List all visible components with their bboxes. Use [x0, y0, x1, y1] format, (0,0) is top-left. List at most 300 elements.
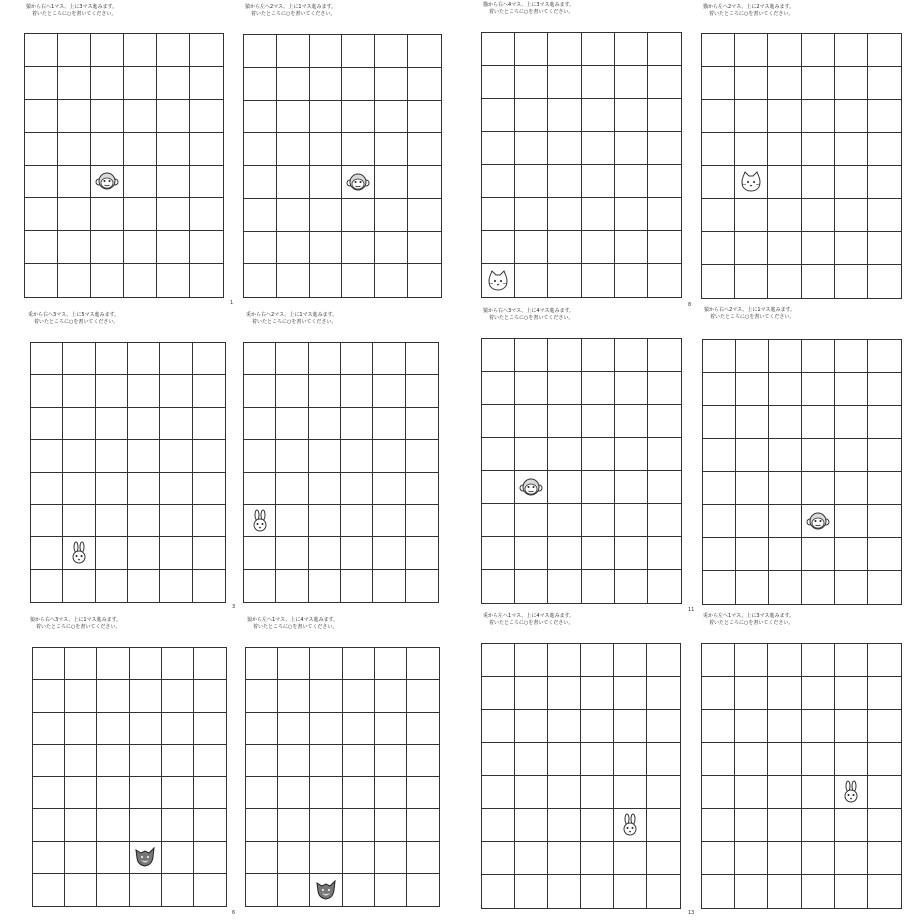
grid-cell[interactable]: [97, 874, 129, 906]
grid-cell[interactable]: [582, 438, 615, 471]
grid-cell[interactable]: [91, 264, 124, 297]
grid-cell[interactable]: [648, 504, 681, 537]
grid-cell[interactable]: [769, 571, 802, 604]
grid-cell[interactable]: [157, 231, 190, 264]
grid-cell[interactable]: [868, 743, 901, 776]
grid-cell[interactable]: [33, 809, 65, 841]
grid-cell[interactable]: [515, 99, 548, 132]
grid-cell[interactable]: [63, 375, 95, 407]
grid-cell[interactable]: [735, 644, 768, 677]
grid-cell[interactable]: [835, 710, 868, 743]
grid-cell[interactable]: [162, 713, 194, 745]
grid-cell[interactable]: [835, 133, 868, 166]
grid-cell[interactable]: [768, 776, 801, 809]
grid-cell[interactable]: [768, 34, 801, 67]
grid-cell[interactable]: [63, 343, 95, 375]
grid-cell[interactable]: [276, 570, 308, 602]
grid-cell[interactable]: [31, 343, 63, 375]
grid-cell[interactable]: [802, 166, 835, 199]
grid-cell[interactable]: [341, 408, 373, 440]
grid-cell[interactable]: [343, 713, 375, 745]
grid-cell[interactable]: [835, 340, 868, 373]
grid-cell[interactable]: [375, 232, 408, 265]
grid-cell[interactable]: [25, 67, 58, 100]
grid-cell[interactable]: [802, 842, 835, 875]
grid-cell[interactable]: [702, 743, 735, 776]
grid-cell[interactable]: [408, 166, 441, 199]
grid-cell[interactable]: [868, 677, 901, 710]
grid-cell[interactable]: [91, 231, 124, 264]
grid-cell[interactable]: [515, 776, 548, 809]
grid-cell[interactable]: [408, 199, 441, 232]
grid-cell[interactable]: [278, 713, 310, 745]
grid-cell[interactable]: [190, 133, 223, 166]
grid-cell[interactable]: [648, 339, 681, 372]
grid-cell[interactable]: [190, 198, 223, 231]
grid-cell[interactable]: [342, 133, 375, 166]
grid-cell[interactable]: [341, 343, 373, 375]
grid-cell[interactable]: [190, 34, 223, 67]
grid-cell[interactable]: [407, 713, 439, 745]
grid-cell[interactable]: [375, 713, 407, 745]
grid-cell[interactable]: [193, 375, 225, 407]
grid-cell[interactable]: [768, 67, 801, 100]
grid-cell[interactable]: [277, 133, 310, 166]
grid-cell[interactable]: [244, 68, 277, 101]
grid-cell[interactable]: [868, 373, 901, 406]
grid-cell[interactable]: [96, 537, 128, 569]
grid-cell[interactable]: [244, 101, 277, 134]
grid-cell[interactable]: [278, 680, 310, 712]
grid-cell[interactable]: [648, 438, 681, 471]
grid-cell[interactable]: [375, 199, 408, 232]
grid-cell[interactable]: [769, 472, 802, 505]
grid-cell[interactable]: [97, 809, 129, 841]
grid-cell[interactable]: [802, 644, 835, 677]
grid-cell[interactable]: [702, 776, 735, 809]
grid-cell[interactable]: [277, 264, 310, 297]
grid-cell[interactable]: [582, 99, 615, 132]
grid-cell[interactable]: [97, 680, 129, 712]
grid-cell[interactable]: [802, 406, 835, 439]
grid-cell[interactable]: [342, 68, 375, 101]
grid-cell[interactable]: [615, 438, 648, 471]
grid-cell[interactable]: [244, 473, 276, 505]
grid-cell[interactable]: [582, 339, 615, 372]
grid-cell[interactable]: [703, 505, 736, 538]
grid-cell[interactable]: [130, 745, 162, 777]
grid-cell[interactable]: [548, 165, 581, 198]
grid-cell[interactable]: [802, 340, 835, 373]
grid-cell[interactable]: [482, 570, 515, 603]
grid-cell[interactable]: [768, 644, 801, 677]
grid-cell[interactable]: [375, 809, 407, 841]
grid-cell[interactable]: [244, 505, 276, 537]
grid-cell[interactable]: [581, 710, 614, 743]
grid-cell[interactable]: [25, 133, 58, 166]
grid-cell[interactable]: [246, 745, 278, 777]
grid-cell[interactable]: [482, 132, 515, 165]
grid-cell[interactable]: [735, 265, 768, 298]
grid-cell[interactable]: [615, 198, 648, 231]
grid-cell[interactable]: [647, 809, 680, 842]
grid-cell[interactable]: [408, 133, 441, 166]
grid-cell[interactable]: [835, 439, 868, 472]
grid-cell[interactable]: [130, 713, 162, 745]
grid-cell[interactable]: [342, 166, 375, 199]
grid-cell[interactable]: [310, 199, 343, 232]
grid-cell[interactable]: [615, 372, 648, 405]
grid-cell[interactable]: [373, 537, 405, 569]
grid-cell[interactable]: [58, 100, 91, 133]
grid-cell[interactable]: [548, 710, 581, 743]
grid-cell[interactable]: [128, 343, 160, 375]
grid-cell[interactable]: [482, 66, 515, 99]
grid-cell[interactable]: [868, 439, 901, 472]
grid-cell[interactable]: [769, 505, 802, 538]
grid-cell[interactable]: [703, 439, 736, 472]
grid-cell[interactable]: [65, 842, 97, 874]
grid-cell[interactable]: [96, 440, 128, 472]
grid-cell[interactable]: [310, 745, 342, 777]
grid-cell[interactable]: [63, 570, 95, 602]
grid-cell[interactable]: [768, 265, 801, 298]
grid-cell[interactable]: [647, 875, 680, 908]
grid-cell[interactable]: [835, 373, 868, 406]
grid-cell[interactable]: [482, 339, 515, 372]
grid-cell[interactable]: [581, 809, 614, 842]
grid-cell[interactable]: [276, 440, 308, 472]
grid-cell[interactable]: [277, 101, 310, 134]
grid-cell[interactable]: [868, 842, 901, 875]
grid-cell[interactable]: [406, 408, 438, 440]
grid-cell[interactable]: [193, 408, 225, 440]
grid-cell[interactable]: [582, 405, 615, 438]
grid-cell[interactable]: [515, 842, 548, 875]
grid-cell[interactable]: [515, 710, 548, 743]
grid-cell[interactable]: [128, 440, 160, 472]
grid-cell[interactable]: [482, 776, 515, 809]
grid-cell[interactable]: [309, 505, 341, 537]
grid-cell[interactable]: [648, 99, 681, 132]
grid-cell[interactable]: [702, 34, 735, 67]
grid-cell[interactable]: [615, 231, 648, 264]
grid-cell[interactable]: [835, 199, 868, 232]
grid-cell[interactable]: [276, 375, 308, 407]
grid-cell[interactable]: [482, 875, 515, 908]
grid-cell[interactable]: [548, 842, 581, 875]
grid-cell[interactable]: [341, 537, 373, 569]
grid-cell[interactable]: [615, 99, 648, 132]
grid-cell[interactable]: [375, 166, 408, 199]
grid-cell[interactable]: [702, 100, 735, 133]
grid-cell[interactable]: [31, 375, 63, 407]
grid-cell[interactable]: [96, 408, 128, 440]
grid-cell[interactable]: [548, 66, 581, 99]
grid-cell[interactable]: [244, 440, 276, 472]
grid-cell[interactable]: [515, 570, 548, 603]
grid-cell[interactable]: [97, 648, 129, 680]
grid-cell[interactable]: [373, 473, 405, 505]
grid-cell[interactable]: [375, 133, 408, 166]
grid-cell[interactable]: [548, 776, 581, 809]
grid-cell[interactable]: [802, 809, 835, 842]
grid-cell[interactable]: [190, 67, 223, 100]
grid-cell[interactable]: [160, 375, 192, 407]
grid-cell[interactable]: [408, 232, 441, 265]
grid-cell[interactable]: [615, 132, 648, 165]
grid-cell[interactable]: [482, 165, 515, 198]
grid-cell[interactable]: [91, 34, 124, 67]
grid-cell[interactable]: [309, 408, 341, 440]
grid-cell[interactable]: [124, 264, 157, 297]
grid-cell[interactable]: [548, 471, 581, 504]
grid-cell[interactable]: [615, 165, 648, 198]
grid-cell[interactable]: [65, 745, 97, 777]
grid-cell[interactable]: [277, 232, 310, 265]
grid-cell[interactable]: [736, 472, 769, 505]
grid-cell[interactable]: [373, 570, 405, 602]
grid-cell[interactable]: [868, 265, 901, 298]
grid-cell[interactable]: [581, 776, 614, 809]
grid-cell[interactable]: [157, 34, 190, 67]
grid-cell[interactable]: [244, 375, 276, 407]
grid-cell[interactable]: [160, 537, 192, 569]
grid-cell[interactable]: [868, 34, 901, 67]
grid-cell[interactable]: [128, 375, 160, 407]
grid-cell[interactable]: [244, 199, 277, 232]
grid-cell[interactable]: [193, 473, 225, 505]
grid-cell[interactable]: [614, 809, 647, 842]
grid-cell[interactable]: [63, 440, 95, 472]
grid-cell[interactable]: [373, 375, 405, 407]
grid-cell[interactable]: [65, 713, 97, 745]
grid-cell[interactable]: [648, 66, 681, 99]
grid-cell[interactable]: [190, 166, 223, 199]
grid-cell[interactable]: [614, 710, 647, 743]
grid-cell[interactable]: [648, 471, 681, 504]
grid-cell[interactable]: [582, 33, 615, 66]
grid-cell[interactable]: [802, 571, 835, 604]
grid-cell[interactable]: [244, 133, 277, 166]
grid-cell[interactable]: [768, 166, 801, 199]
grid-cell[interactable]: [515, 198, 548, 231]
grid-cell[interactable]: [276, 343, 308, 375]
grid-cell[interactable]: [702, 644, 735, 677]
grid-cell[interactable]: [582, 570, 615, 603]
grid-cell[interactable]: [309, 473, 341, 505]
grid-cell[interactable]: [91, 198, 124, 231]
grid-cell[interactable]: [735, 34, 768, 67]
grid-cell[interactable]: [65, 680, 97, 712]
grid-cell[interactable]: [33, 745, 65, 777]
grid-cell[interactable]: [868, 100, 901, 133]
grid-cell[interactable]: [310, 264, 343, 297]
grid-cell[interactable]: [702, 232, 735, 265]
grid-cell[interactable]: [482, 438, 515, 471]
grid-cell[interactable]: [515, 132, 548, 165]
grid-cell[interactable]: [162, 777, 194, 809]
grid-cell[interactable]: [63, 537, 95, 569]
grid-cell[interactable]: [343, 680, 375, 712]
grid-cell[interactable]: [548, 372, 581, 405]
grid-cell[interactable]: [406, 375, 438, 407]
grid-cell[interactable]: [310, 133, 343, 166]
grid-cell[interactable]: [407, 874, 439, 906]
grid-cell[interactable]: [482, 405, 515, 438]
grid-cell[interactable]: [31, 473, 63, 505]
grid-cell[interactable]: [648, 231, 681, 264]
grid-cell[interactable]: [868, 133, 901, 166]
grid-cell[interactable]: [482, 677, 515, 710]
grid-cell[interactable]: [157, 133, 190, 166]
grid-cell[interactable]: [735, 100, 768, 133]
grid-cell[interactable]: [515, 165, 548, 198]
grid-cell[interactable]: [190, 264, 223, 297]
grid-cell[interactable]: [310, 680, 342, 712]
grid-cell[interactable]: [342, 35, 375, 68]
grid-cell[interactable]: [244, 166, 277, 199]
grid-cell[interactable]: [162, 842, 194, 874]
grid-cell[interactable]: [244, 264, 277, 297]
grid-cell[interactable]: [802, 776, 835, 809]
grid-cell[interactable]: [96, 505, 128, 537]
grid-cell[interactable]: [868, 644, 901, 677]
grid-cell[interactable]: [548, 677, 581, 710]
grid-cell[interactable]: [193, 570, 225, 602]
grid-cell[interactable]: [406, 473, 438, 505]
grid-cell[interactable]: [342, 199, 375, 232]
grid-cell[interactable]: [406, 343, 438, 375]
grid-cell[interactable]: [193, 343, 225, 375]
grid-cell[interactable]: [735, 677, 768, 710]
grid-cell[interactable]: [802, 232, 835, 265]
grid-cell[interactable]: [647, 677, 680, 710]
grid-cell[interactable]: [25, 34, 58, 67]
grid-cell[interactable]: [157, 100, 190, 133]
grid-cell[interactable]: [128, 505, 160, 537]
grid-cell[interactable]: [375, 101, 408, 134]
grid-cell[interactable]: [515, 677, 548, 710]
grid-cell[interactable]: [515, 743, 548, 776]
grid-cell[interactable]: [802, 100, 835, 133]
grid-cell[interactable]: [246, 680, 278, 712]
grid-cell[interactable]: [96, 570, 128, 602]
grid-cell[interactable]: [246, 842, 278, 874]
grid-cell[interactable]: [407, 680, 439, 712]
grid-cell[interactable]: [868, 340, 901, 373]
grid-cell[interactable]: [124, 34, 157, 67]
grid-cell[interactable]: [548, 99, 581, 132]
grid-cell[interactable]: [276, 408, 308, 440]
grid-cell[interactable]: [310, 68, 343, 101]
grid-cell[interactable]: [482, 710, 515, 743]
grid-cell[interactable]: [193, 537, 225, 569]
grid-cell[interactable]: [802, 373, 835, 406]
grid-cell[interactable]: [342, 264, 375, 297]
grid-cell[interactable]: [310, 842, 342, 874]
grid-cell[interactable]: [703, 538, 736, 571]
grid-cell[interactable]: [341, 570, 373, 602]
grid-cell[interactable]: [615, 570, 648, 603]
grid-cell[interactable]: [735, 809, 768, 842]
grid-cell[interactable]: [615, 33, 648, 66]
grid-cell[interactable]: [615, 471, 648, 504]
grid-cell[interactable]: [278, 874, 310, 906]
grid-cell[interactable]: [375, 35, 408, 68]
grid-cell[interactable]: [582, 231, 615, 264]
grid-cell[interactable]: [736, 505, 769, 538]
grid-cell[interactable]: [482, 372, 515, 405]
grid-cell[interactable]: [647, 776, 680, 809]
grid-cell[interactable]: [582, 165, 615, 198]
grid-cell[interactable]: [160, 408, 192, 440]
grid-cell[interactable]: [343, 842, 375, 874]
grid-cell[interactable]: [91, 100, 124, 133]
grid-cell[interactable]: [702, 133, 735, 166]
grid-cell[interactable]: [735, 842, 768, 875]
grid-cell[interactable]: [802, 34, 835, 67]
grid-cell[interactable]: [58, 34, 91, 67]
grid-cell[interactable]: [33, 713, 65, 745]
grid-cell[interactable]: [515, 33, 548, 66]
grid-cell[interactable]: [373, 440, 405, 472]
grid-cell[interactable]: [194, 809, 226, 841]
grid-cell[interactable]: [343, 809, 375, 841]
grid-cell[interactable]: [548, 405, 581, 438]
grid-cell[interactable]: [802, 67, 835, 100]
grid-cell[interactable]: [702, 199, 735, 232]
grid-cell[interactable]: [548, 33, 581, 66]
grid-cell[interactable]: [309, 537, 341, 569]
grid-cell[interactable]: [482, 842, 515, 875]
grid-cell[interactable]: [835, 265, 868, 298]
grid-cell[interactable]: [515, 875, 548, 908]
grid-cell[interactable]: [582, 471, 615, 504]
grid-cell[interactable]: [548, 875, 581, 908]
grid-cell[interactable]: [615, 504, 648, 537]
grid-cell[interactable]: [868, 406, 901, 439]
grid-cell[interactable]: [548, 504, 581, 537]
grid-cell[interactable]: [515, 438, 548, 471]
grid-cell[interactable]: [768, 710, 801, 743]
grid-cell[interactable]: [868, 776, 901, 809]
grid-cell[interactable]: [33, 842, 65, 874]
grid-cell[interactable]: [647, 710, 680, 743]
grid-cell[interactable]: [768, 677, 801, 710]
grid-cell[interactable]: [160, 343, 192, 375]
grid-cell[interactable]: [58, 264, 91, 297]
grid-cell[interactable]: [162, 874, 194, 906]
grid-cell[interactable]: [244, 35, 277, 68]
grid-cell[interactable]: [703, 406, 736, 439]
grid-cell[interactable]: [736, 439, 769, 472]
grid-cell[interactable]: [515, 66, 548, 99]
grid-cell[interactable]: [246, 809, 278, 841]
grid-cell[interactable]: [703, 472, 736, 505]
grid-cell[interactable]: [25, 166, 58, 199]
grid-cell[interactable]: [702, 265, 735, 298]
grid-cell[interactable]: [91, 67, 124, 100]
grid-cell[interactable]: [581, 743, 614, 776]
grid-cell[interactable]: [835, 875, 868, 908]
grid-cell[interactable]: [91, 133, 124, 166]
grid-cell[interactable]: [835, 406, 868, 439]
grid-cell[interactable]: [647, 842, 680, 875]
grid-cell[interactable]: [160, 473, 192, 505]
grid-cell[interactable]: [802, 439, 835, 472]
grid-cell[interactable]: [96, 375, 128, 407]
